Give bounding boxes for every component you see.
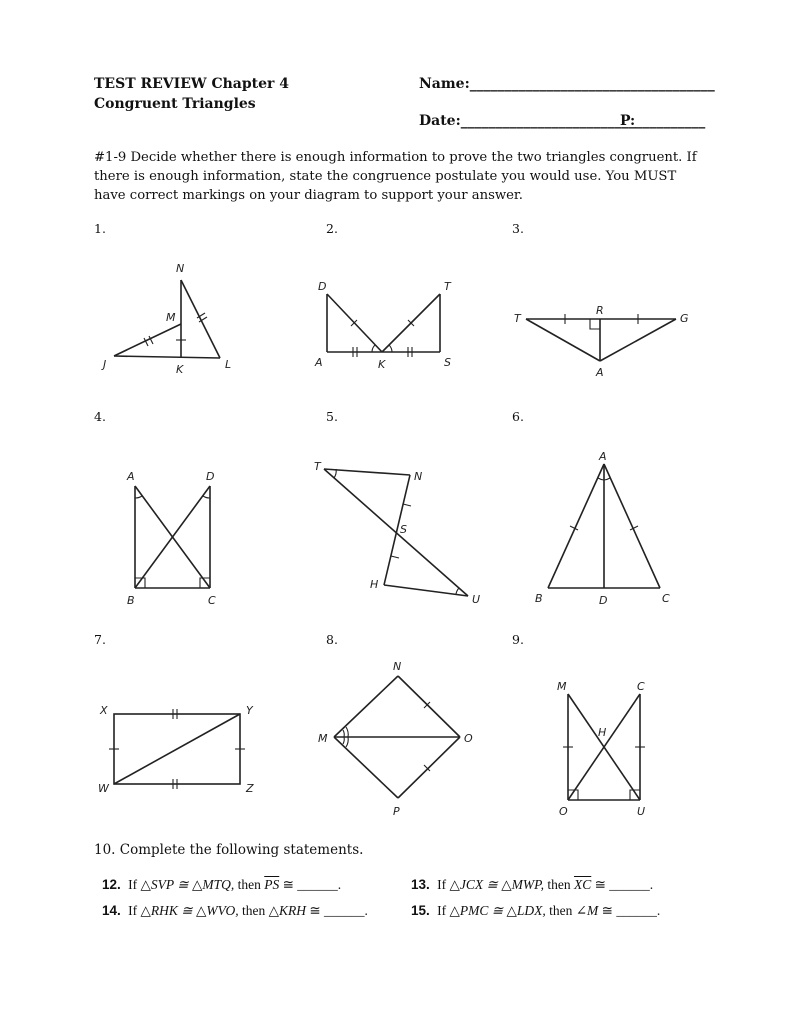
problem-number: 6. bbox=[512, 409, 524, 424]
statement-target: $\overline{PS}$ bbox=[264, 877, 280, 892]
statement-congruence: △JCX ≅ △MWP, bbox=[449, 877, 544, 892]
statement-13 bbox=[411, 877, 653, 893]
vertex-label: T bbox=[314, 460, 321, 473]
vertex-label: S bbox=[400, 523, 407, 536]
vertex-label: O bbox=[559, 805, 568, 818]
statement-then: then bbox=[549, 903, 573, 918]
statement-then: then bbox=[237, 877, 261, 892]
vertex-label: P bbox=[393, 805, 400, 818]
figure-4 bbox=[118, 462, 228, 612]
name-field[interactable]: Name:___________________________________ bbox=[419, 76, 715, 92]
statement-prefix: If bbox=[128, 877, 138, 892]
vertex-label: T bbox=[514, 312, 521, 325]
vertex-label: M bbox=[166, 311, 176, 324]
problem-number: 1. bbox=[94, 221, 106, 236]
vertex-label: X bbox=[100, 704, 108, 717]
vertex-label: C bbox=[662, 592, 670, 605]
statement-target: △KRH bbox=[268, 903, 306, 918]
vertex-label: O bbox=[464, 732, 473, 745]
vertex-label: T bbox=[444, 280, 451, 293]
figure-1 bbox=[100, 258, 250, 378]
vertex-label: U bbox=[472, 593, 481, 606]
statement-number: 14. bbox=[102, 903, 121, 918]
statement-target: $\overline{XC}$ bbox=[573, 877, 592, 892]
vertex-label: B bbox=[127, 594, 135, 607]
statement-15 bbox=[411, 903, 660, 919]
statement-target: ∠M bbox=[575, 903, 599, 918]
problem-number: 7. bbox=[94, 632, 106, 647]
instructions: #1-9 Decide whether there is enough information to prove the two triangles congruent. If there is enough information, state the congruence postulate you would use. You MUST have correct markings on your diagram to support your answer. bbox=[94, 150, 697, 203]
vertex-label: A bbox=[315, 356, 323, 369]
problem-number: 2. bbox=[326, 221, 338, 236]
statement-14 bbox=[102, 903, 368, 919]
vertex-label: S bbox=[444, 356, 451, 369]
statement-congruence: △SVP ≅ △MTQ, bbox=[140, 877, 235, 892]
vertex-label: J bbox=[103, 358, 107, 371]
statement-congruence: △RHK ≅ △WVO, bbox=[140, 903, 239, 918]
vertex-label: D bbox=[599, 594, 608, 607]
vertex-label: B bbox=[535, 592, 543, 605]
problem-number: 5. bbox=[326, 409, 338, 424]
figure-6 bbox=[530, 444, 680, 609]
vertex-label: R bbox=[596, 304, 604, 317]
vertex-label: W bbox=[98, 782, 109, 795]
period-field[interactable]: P:__________ bbox=[620, 113, 706, 129]
figure-5 bbox=[308, 456, 493, 606]
vertex-label: L bbox=[225, 358, 232, 371]
statement-blank[interactable]: ≅ ______. bbox=[601, 903, 661, 918]
vertex-label: N bbox=[414, 470, 423, 483]
vertex-label: D bbox=[318, 280, 327, 293]
statement-blank[interactable]: ≅ ______. bbox=[309, 903, 368, 918]
statement-number: 13. bbox=[411, 877, 430, 892]
vertex-label: M bbox=[318, 732, 328, 745]
problem-number: 4. bbox=[94, 409, 106, 424]
vertex-label: H bbox=[598, 726, 607, 739]
vertex-label: A bbox=[596, 366, 604, 379]
statement-blank[interactable]: ≅ ______. bbox=[282, 877, 342, 892]
statement-then: then bbox=[241, 903, 266, 918]
vertex-label: A bbox=[127, 470, 135, 483]
statement-number: 15. bbox=[411, 903, 430, 918]
figure-7 bbox=[96, 700, 271, 800]
vertex-label: D bbox=[206, 470, 215, 483]
vertex-label: Z bbox=[246, 782, 254, 795]
figure-8 bbox=[314, 656, 484, 821]
vertex-label: H bbox=[370, 578, 379, 591]
title-line-2: Congruent Triangles bbox=[94, 96, 256, 112]
statement-prefix: If bbox=[437, 877, 447, 892]
vertex-label: U bbox=[637, 805, 646, 818]
statement-prefix: If bbox=[437, 903, 447, 918]
problem-number: 8. bbox=[326, 632, 338, 647]
problem-number: 3. bbox=[512, 221, 524, 236]
vertex-label: N bbox=[393, 660, 402, 673]
vertex-label: K bbox=[378, 358, 386, 371]
vertex-label: Y bbox=[246, 704, 253, 717]
statement-12 bbox=[102, 877, 341, 893]
vertex-label: K bbox=[176, 363, 184, 376]
statement-congruence: △PMC ≅ △LDX, bbox=[449, 903, 546, 918]
vertex-label: A bbox=[599, 450, 607, 463]
vertex-label: C bbox=[637, 680, 645, 693]
figure-9 bbox=[550, 676, 670, 821]
question-10-heading: 10. Complete the following statements. bbox=[94, 842, 364, 858]
date-field[interactable]: Date:_________________________ bbox=[419, 113, 636, 129]
vertex-label: N bbox=[176, 262, 185, 275]
vertex-label: C bbox=[208, 594, 216, 607]
statement-then: then bbox=[547, 877, 571, 892]
figure-3 bbox=[508, 302, 698, 382]
figure-2 bbox=[310, 276, 470, 376]
vertex-label: G bbox=[680, 312, 689, 325]
statement-number: 12. bbox=[102, 877, 121, 892]
problem-number: 9. bbox=[512, 632, 524, 647]
statement-prefix: If bbox=[128, 903, 138, 918]
vertex-label: M bbox=[557, 680, 567, 693]
title-line-1: TEST REVIEW Chapter 4 bbox=[94, 76, 290, 92]
statement-blank[interactable]: ≅ ______. bbox=[594, 877, 654, 892]
